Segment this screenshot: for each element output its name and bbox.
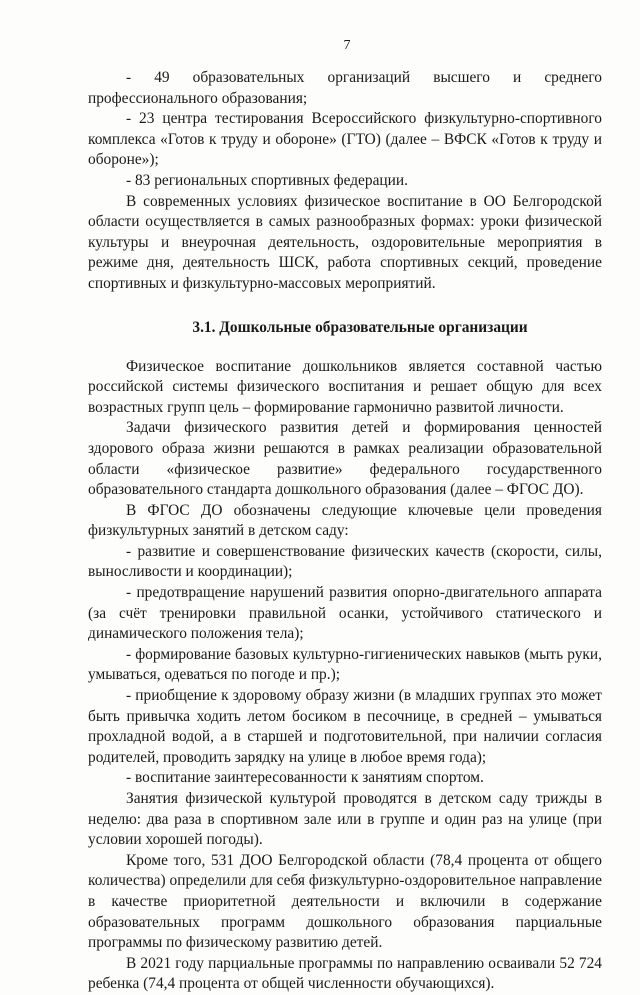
paragraph: - 23 центра тестирования Всероссийского физкультурно-спортивного комплекса «Готов к труду и обороне» (ГТО) (далее – ВФСК «Готов к труду и обороне»); [88, 110, 602, 169]
list-item: - приобщение к здоровому образу жизни (в младших группах это может быть привычка ходить летом босиком в песочнице, в средней – умываться прохладной водой, а в старшей и подготовительной, при наличии согласия родителей, проводить зарядку на улице в любое время года); [88, 687, 602, 766]
list-item: - предотвращение нарушений развития опорно-двигательного аппарата (за счёт тренировки правильной осанки, устойчивого статического и динамического положения тела); [88, 584, 602, 643]
paragraph: Занятия физической культурой проводятся в детском саду трижды в неделю: два раза в спортивном зале или в группе и один раз на улице (при условии хорошей погоды). [88, 790, 602, 849]
list-item: - формирование базовых культурно-гигиенических навыков (мыть руки, умываться, одеваться по погоде и пр.); [88, 645, 602, 684]
intro-block [88, 68, 602, 295]
list-item: - воспитание заинтересованности к занятиям спортом. [126, 769, 484, 787]
paragraph: В ФГОС ДО обозначены следующие ключевые цели проведения физкультурных занятий в детском саду: [88, 501, 602, 540]
paragraph: Задачи физического развития детей и формирования ценностей здорового образа жизни решаются в рамках реализации образовательной области «физическое развитие» федерального государственного образовательного стандарта дошкольного образования (далее – ФГОС ДО). [88, 419, 602, 499]
paragraph: Физическое воспитание дошкольников является составной частью российской системы физического воспитания и решает общую для всех возрастных групп цель – формирование гармонично развитой личности. [88, 357, 602, 416]
paragraph: В современных условиях физическое воспитание в ОО Белгородской области осуществляется в самых разнообразных формах: уроки физической культуры и внеурочная деятельность, оздоровительные мероприятия в режиме дня, деятельность ШСК, работа спортивных секций, проведение спортивных и физкультурно-массовых мероприятий. [88, 192, 602, 292]
page-number: 7 [343, 38, 351, 53]
paragraph: В 2021 году парциальные программы по направлению осваивали 52 724 ребенка (74,4 процента от общей численности обучающихся). [88, 954, 602, 993]
paragraph: - 83 региональных спортивных федерации. [126, 171, 408, 189]
section-body [88, 357, 602, 995]
list-item: - развитие и совершенствование физических качеств (скорости, силы, выносливости и координации); [88, 542, 602, 581]
paragraph: Кроме того, 531 ДОО Белгородской области (78,4 процента от общего количества) определили для себя физкультурно-оздоровительное направление в качестве приоритетной деятельности и включили в содержание образовательных программ дошкольного образования парциальные программы по физическому развитию детей. [88, 851, 602, 952]
section-heading: 3.1. Дошкольные образовательные организации [192, 318, 528, 336]
paragraph: - 49 образовательных организаций высшего и среднего профессионального образования; [88, 69, 602, 107]
